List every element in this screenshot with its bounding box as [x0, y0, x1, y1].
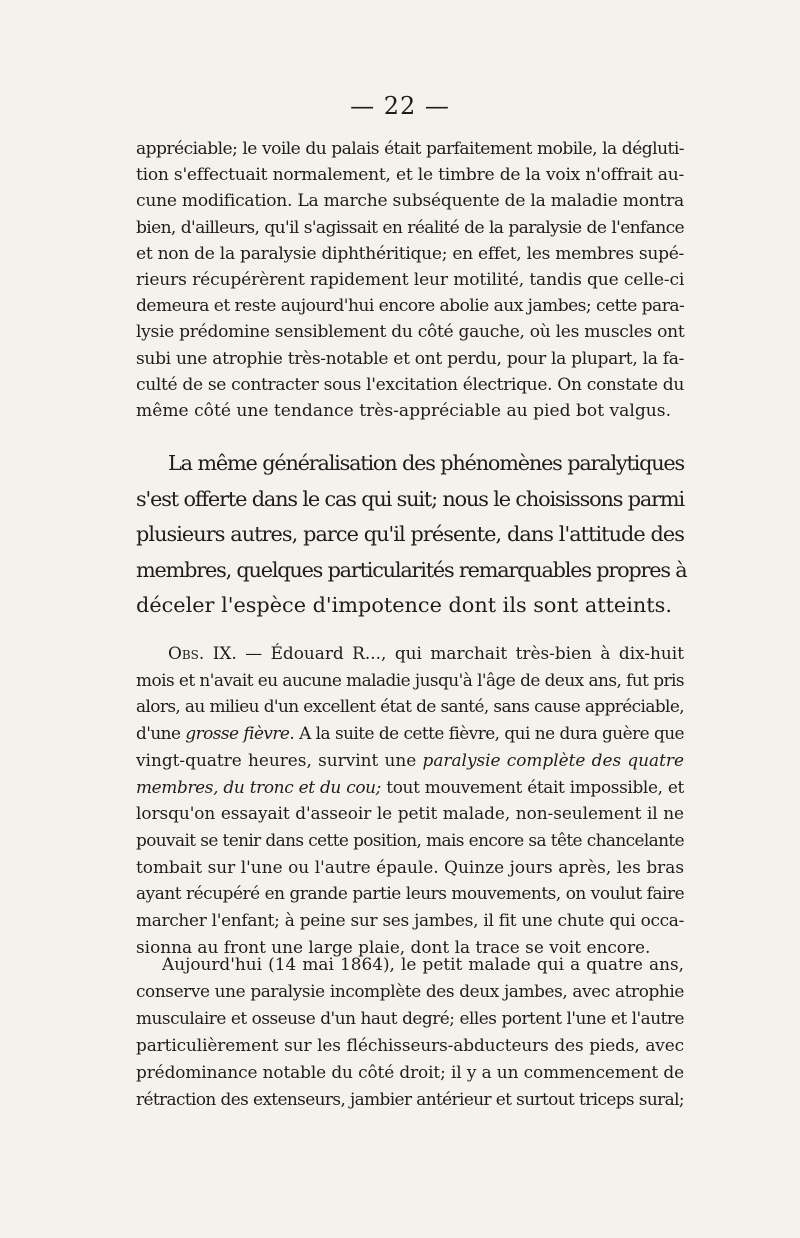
text-line: [136, 720, 684, 747]
text-span: tout mouvement était impossible, et: [381, 776, 684, 797]
text-line: musculaire et osseuse d'un haut degré; elles portent l'une et l'autre: [136, 1007, 684, 1028]
paragraph-2: [136, 446, 687, 624]
text-line: Aujourd'hui (14 mai 1864), le petit malade qui a quatre ans,: [162, 954, 684, 974]
text-line: rieurs récupérèrent rapidement leur motilité, tandis que celle-ci: [136, 270, 685, 291]
text-line: bien, d'ailleurs, qu'il s'agissait en réalité de la paralysie de l'enfance: [136, 217, 684, 238]
text-line: tion s'effectuait normalement, et le timbre de la voix n'offrait au-: [136, 165, 684, 186]
text-line: même côté une tendance très-appréciable au pied bot valgus.: [136, 401, 671, 422]
text-line: membres, quelques particularités remarquables propres à: [136, 557, 687, 582]
text-line: s'est offerte dans le cas qui suit; nous le choisissons parmi: [136, 486, 684, 511]
text-line: alors, au milieu d'un excellent état de santé, sans cause appréciable,: [136, 696, 684, 717]
text-line: [136, 774, 684, 801]
text-line: déceler l'espèce d'impotence dont ils sont atteints.: [136, 593, 672, 618]
text-line: lysie prédomine sensiblement du côté gauche, où les muscles ont: [136, 322, 685, 343]
text-line: lorsqu'on essayait d'asseoir le petit malade, non-seulement il ne: [136, 803, 684, 824]
text-line: [136, 747, 684, 774]
paragraph-1: [136, 136, 684, 424]
text-line: mois et n'avait eu aucune maladie jusqu'à l'âge de deux ans, fut pris: [136, 669, 684, 690]
text-line: cune modification. La marche subséquente de la maladie montra: [136, 191, 684, 212]
text-line: marcher l'enfant; à peine sur ses jambes, il fit une chute qui occa-: [136, 910, 684, 931]
page-number: — 22 —: [350, 92, 450, 120]
text-line: particulièrement sur les fléchisseurs-abducteurs des pieds, avec: [136, 1034, 684, 1055]
text-span: — Édouard R..., qui marchait très-bien à dix-huit: [236, 643, 684, 663]
text-line: conserve une paralysie incomplète des deux jambes, avec atrophie: [136, 980, 684, 1001]
paragraph-4: [136, 951, 684, 1112]
italic-text: grosse fièvre: [185, 723, 290, 744]
text-span: d'une: [136, 723, 186, 744]
text-span: . A la suite de cette fièvre, qui ne dura guère que: [289, 723, 685, 744]
text-line: prédominance notable du côté droit; il y a un commencement de: [136, 1061, 684, 1082]
italic-text: membres, du tronc et du cou;: [136, 776, 382, 797]
text-line: et non de la paralysie diphthéritique; en effet, les membres supé-: [136, 243, 684, 264]
text-line: rétraction des extenseurs, jambier antérieur et surtout triceps sural;: [136, 1088, 684, 1109]
text-line: plusieurs autres, parce qu'il présente, dans l'attitude des: [136, 522, 684, 547]
text-line: tombait sur l'une ou l'autre épaule. Quinze jours après, les bras: [136, 856, 684, 877]
text-line: La même généralisation des phénomènes paralytiques: [168, 451, 684, 475]
text-line: subi une atrophie très-notable et ont perdu, pour la plupart, la fa-: [136, 348, 684, 369]
text-line: [136, 640, 684, 667]
observation-paragraph: [136, 640, 684, 960]
text-line: sionna au front une large plaie, dont la trace se voit encore.: [136, 936, 651, 957]
text-line: culté de se contracter sous l'excitation électrique. On constate du: [136, 374, 684, 395]
text-line: demeura et reste aujourd'hui encore abolie aux jambes; cette para-: [136, 296, 685, 317]
observation-label: Obs. IX.: [168, 643, 237, 663]
text-line: pouvait se tenir dans cette position, mais encore sa tête chancelante: [136, 829, 684, 850]
text-span: vingt-quatre heures, survint une: [136, 749, 423, 770]
text-line: appréciable; le voile du palais était parfaitement mobile, la dégluti-: [136, 139, 684, 159]
italic-text: paralysie complète des quatre: [422, 749, 684, 770]
text-line: ayant récupéré en grande partie leurs mouvements, on voulut faire: [136, 883, 685, 904]
